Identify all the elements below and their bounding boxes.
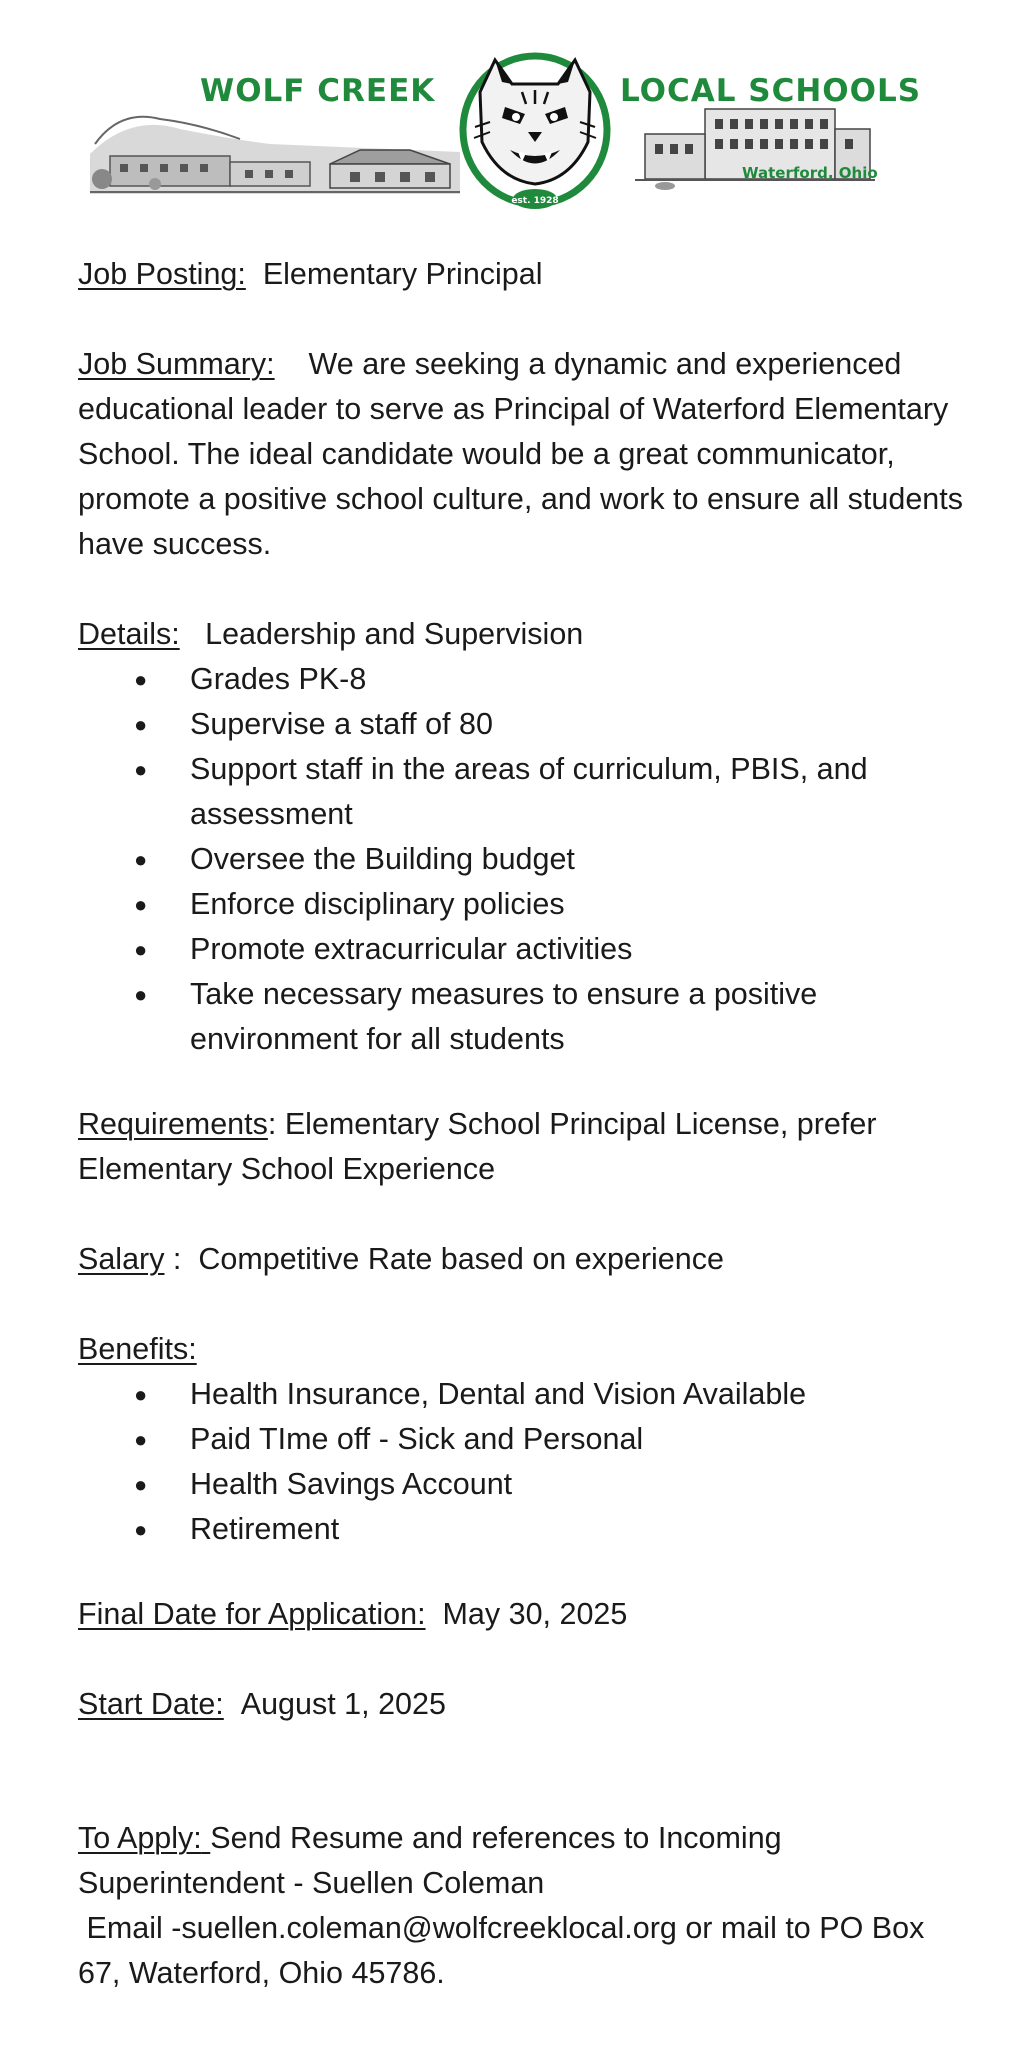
list-item: ● Enforce disciplinary policies [78, 882, 968, 927]
list-item: ● Take necessary measures to ensure a positive environment for all students [78, 972, 968, 1062]
job-posting-value: Elementary Principal [262, 257, 543, 291]
brand-local-schools: LOCAL SCHOOLS [620, 73, 922, 109]
to-apply-line2: Email -suellen.coleman@wolfcreeklocal.org or mail to PO Box 67, Waterford, Ohio 45786. [78, 1911, 933, 1990]
high-school-illustration [635, 104, 875, 204]
list-item: ● Paid TIme off - Sick and Personal [78, 1417, 968, 1462]
list-item: ● Retirement [78, 1507, 968, 1552]
job-summary-label: Job Summary: [78, 347, 275, 381]
list-item: ● Supervise a staff of 80 [78, 702, 968, 747]
list-item: ● Health Insurance, Dental and Vision Available [78, 1372, 968, 1417]
salary-line [78, 1237, 968, 1282]
benefits-list [78, 1372, 968, 1552]
to-apply-line1: Send Resume and references to Incoming Superintendent - Suellen Coleman [78, 1821, 782, 1900]
list-item: ● Oversee the Building budget [78, 837, 968, 882]
requirements-label: Requirements [78, 1107, 268, 1141]
details-value: Leadership and Supervision [205, 617, 584, 651]
benefits-label: Benefits: [78, 1332, 197, 1366]
final-date-label: Final Date for Application: [78, 1597, 426, 1631]
job-posting-label: Job Posting: [78, 257, 246, 291]
salary-value: : Competitive Rate based on experience [164, 1242, 724, 1276]
to-apply-paragraph [78, 1816, 968, 1996]
benefits-section [78, 1327, 968, 1552]
details-section [78, 612, 968, 1062]
salary-label: Salary [78, 1242, 165, 1276]
bobcat-mascot-logo [450, 52, 620, 212]
job-summary-text: We are seeking a dynamic and experienced educational leader to serve as Principal of Waterford Elementary School. The ideal candidate would be a great communicator, promote a positive school culture, and work to ensure all students have success. [78, 347, 963, 561]
brand-wolf-creek: WOLF CREEK [200, 73, 436, 109]
to-apply-label: To Apply: [78, 1821, 202, 1855]
list-item: ● Support staff in the areas of curriculum, PBIS, and assessment [78, 747, 968, 837]
logo-est-text: est. 1928 [511, 196, 559, 206]
final-date-value: May 30, 2025 [442, 1597, 628, 1631]
requirements-value: : Elementary School Principal License, prefer Elementary School Experience [78, 1107, 877, 1186]
start-date-value: August 1, 2025 [240, 1687, 446, 1721]
requirements-paragraph [78, 1102, 968, 1192]
location-text: Waterford, Ohio [742, 164, 878, 182]
details-list [78, 657, 968, 1062]
details-heading [78, 612, 968, 657]
list-item: ● Promote extracurricular activities [78, 927, 968, 972]
start-date-line [78, 1682, 968, 1727]
list-item: ● Grades PK-8 [78, 657, 968, 702]
header-banner [90, 52, 930, 212]
final-date-line [78, 1592, 968, 1637]
details-label: Details: [78, 617, 180, 651]
list-item: ● Health Savings Account [78, 1462, 968, 1507]
start-date-label: Start Date: [78, 1687, 224, 1721]
job-summary-paragraph [78, 342, 968, 567]
job-posting-line [78, 252, 968, 297]
